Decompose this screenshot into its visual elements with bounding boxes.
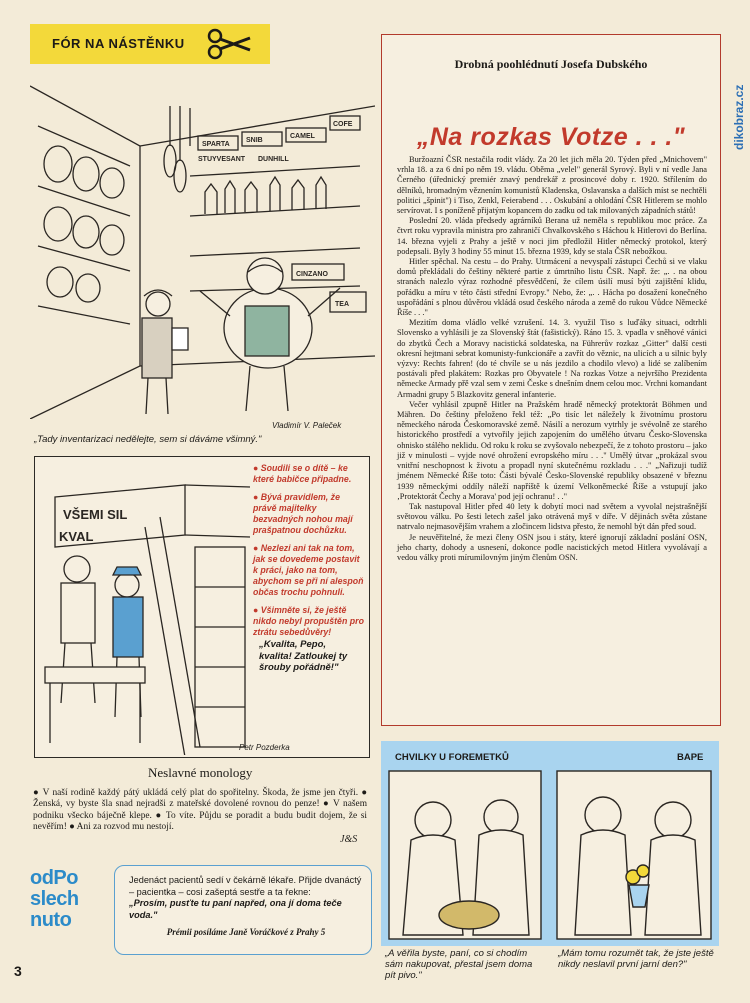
odposlechnuto-intro: Jedenáct pacientů sedí v čekárně lékaře. Přijde dvanáctý – pacientka – cosi zašeptá sestře a ta řekne: bbox=[129, 875, 362, 897]
chvilky-comic bbox=[381, 741, 719, 946]
cartoon2-quote: „Kvalita, Pepo, kvalita! Zatloukej ty šrouby pořádně!" bbox=[259, 639, 348, 673]
site-logo[interactable] bbox=[728, 6, 748, 156]
cartoon-shop-illustration bbox=[30, 66, 375, 419]
cartoon-workshop-box bbox=[34, 456, 370, 758]
monologues-text: ● V naší rodině každý pátý ukládá celý plat do spořitelny. Škoda, že jsme jen čtyři. ● Ženská, vy byste šla snad nejradši z mateřské dovolené rovnou do penze! ● V našem podniku všecko báječně klepe. ● To víte. Půjdu se poradit a budu budit dojem, že si nevěřím! ● Ani za rozvod mu nestojí. bbox=[33, 788, 367, 832]
cartoon1-caption: „Tady inventarizaci nedělejte, sem si dáváme všimný." bbox=[34, 434, 262, 445]
bullet-icon: ● bbox=[253, 543, 261, 553]
article-paragraph: Mezitím doma vládlo velké vzrušení. 14. 3. využil Tiso s luďáky situaci, odtrhli Slovensko a vyhlásili je za Slovenský štát (fašistický). Ráno 15. 3. vpadla v sněhové vánici do zbytků Čech a Moravy nacistická soldateska, na Führerův rozkaz „Gitter" další cesti okresní hejtmani sebrat komunisty-funkcionáře a zavřít do věznic, na ulicích a u silnic byly výzvy: Rechts fahren! (do té chvíle se u nás jezdilo a chodilo vlevo) a lidé se zalíbením postávali před plakátem: Rozkas pro Obyvatele ! Na rozkas Votze a nejvršího Prezidenta německe Armady přě vzal sem v zemi Česke s dnešním dnem celou moc. Vrchni komandant Armadni grupy 5 Blazkovitz general infanterie. bbox=[397, 318, 707, 399]
article-title: „Na rozkas Votze . . ." bbox=[416, 123, 686, 151]
bullet-icon: ● bbox=[253, 492, 261, 502]
bullet-icon: ● bbox=[253, 605, 261, 615]
header-banner bbox=[30, 24, 270, 64]
article-body bbox=[397, 155, 707, 563]
chvilky-label: CHVILKY U FOREMETKŮ bbox=[395, 752, 509, 763]
article-kicker: Drobná poohlédnutí Josefa Dubského bbox=[454, 57, 648, 71]
chvilky-author: BAPE bbox=[677, 752, 704, 763]
article-paragraph: Je neuvěřitelné, že mezi členy OSN jsou i státy, které ignorují základní poslání OSN, jeho charty, dohody a usnesení, dokonce podle nacistických metod Hitlera vyvolávají a vedou války proti mírumilovným jiným členům OSN. bbox=[397, 532, 707, 562]
tip-item: ● Nezlezi ani tak na tom, jak se dovedeme postavit k práci, jako na tom, abychom se při ní alespoň občas trochu pohnuli. bbox=[253, 543, 364, 597]
chvilky-caption-2: „Mám tomu rozumět tak, že jste ještě nikdy neslavil první jarní den?" bbox=[558, 948, 714, 970]
cartoon2-artist: Petr Pozderka bbox=[239, 743, 290, 752]
shop-drawing bbox=[30, 66, 375, 419]
tip-item: ● Soudili se o dítě – ke které babičce připadne. bbox=[253, 463, 352, 484]
tip-item: ● Bývá pravidlem, že právě majitelky bezvadných nohou mají prašpatnou dochůzku. bbox=[253, 492, 353, 535]
header-title: FÓR NA NÁSTĚNKU bbox=[52, 36, 185, 51]
shop-sign-text: COFE bbox=[333, 121, 353, 128]
article-paragraph: Buržoazní ČSR nestačila rodit vlády. Za 20 let jich měla 20. Týden před „Mnichovem" vrhla 18. a za 6 dní po něm 19. vládu. Oběma „velel" generál Syrový. Byli v ní vedle Jana Černého (úřednický premiér znavý pendrekář z prosincové doby r. 1920. Střílením do dělníků, hromadným věznením komunistů Kladenska, Oslavanska a dalších míst se nechtěli politici „špinit") i Tiso, Zenkl, Feierabend . . . Oskubání a ohlodání ČSR Hitlerem se mohlo servírovat. I s poníženě přijatým kopancem do zadku od tak milovaných západních států! bbox=[397, 155, 707, 216]
shop-sign-text: STUYVESANT bbox=[198, 156, 246, 163]
scissors-icon bbox=[206, 28, 252, 60]
workshop-sign-text: VŠEMI SIL bbox=[63, 507, 128, 522]
workshop-sign-text: KVAL bbox=[59, 529, 94, 544]
page-number: 3 bbox=[14, 963, 22, 979]
article-paragraph: Poslední 20. vláda předsedy agrárníků Berana už neměla s republikou moc práce. Za čtvrt roku vypravila ministra pro zahraničí Chvalkovského s Háchou k Hitlerovi do Berlína. 14. března vyjeli z Prahy a ještě v noci jim předložil Hitler německý protokol, který podepsali. Byly 3 hodiny 55 minut 15. března 1939, kdy se stala ČSR nebožkou. bbox=[397, 216, 707, 256]
odposlechnuto-prize: Prémii posíláme Janě Voráčkové z Prahy 5 bbox=[166, 927, 326, 937]
monologues-signature: J&S bbox=[340, 834, 358, 845]
odposlechnuto-quote: „Prosím, pusťte tu paní napřed, ona jí doma teče voda." bbox=[129, 898, 342, 920]
tip-item: ● Všimněte si, že ještě nikdo nebyl propuštěn pro ztrátu sebedůvěry! bbox=[253, 605, 364, 637]
shop-sign-text: CAMEL bbox=[290, 133, 315, 140]
odposlechnuto-logo: odPo slech nuto bbox=[30, 867, 79, 931]
workshop-drawing bbox=[35, 457, 255, 755]
tips-list bbox=[253, 463, 365, 645]
site-logo-text: dikobraz.cz bbox=[732, 84, 746, 150]
article-box bbox=[381, 34, 721, 726]
article-paragraph: Večer vyhlásil zpupně Hitler na Pražském hradě německý protektorát Böhmen und Mähren. Do češtiny přeloženo řekl též: „Po tisíc let náležely k životnímu prostoru německého národa Českomoravské země. Násilí a nerozum vytrhly je svévolně ze starého historického prostředí a vytvořily jejich zapojením do umělého útvaru Česko-Slovenska ohnisko stálého neklidu. Od roku k roku se zvyšovalo nebezpečí, že z tohoto prostoru – jako již v minulosti – vyjde nové ohrožení evropského míru . . ." Umělý útvar „prokázal svou vnitřní neschopnost k životu a propadl nyní skutečnému rozkladu . . ." „Nařizuji tudíž jménem Německé Říše toto: Části bývalé Česko-Slovenské republiky obsazené v březnu 1939 německými oddíly náleží napříště k území Velkoněmecké Říše a vstupují jako ‚Protektorát Čechy a Morava' pod její ochranu! . ." bbox=[397, 399, 707, 501]
article-paragraph: Hitler spěchal. Na cestu – do Prahy. Utrmácení a nevyspalí zástupci Čechů si ve vlaku domů překládali do češtiny některé partie z úmrtního listu ČSR. Např. že: „. . na obou stranách nalezlo výraz rozhodné přesvědčení, že cílem úsilí musí býti zajištění klidu, pořádku a míru v této části střední Evropy." Nebo, že: „. . Hácha po dosažení konečného uspořádání s plnou důvěrou vkládá osud českého národa a země do rukou Vůdce Německé Říše . . ." bbox=[397, 257, 707, 318]
shop-sign-text: DUNHILL bbox=[258, 156, 289, 163]
shop-sign-text: SNIB bbox=[246, 137, 263, 144]
cartoon1-artist: Vladimír V. Paleček bbox=[272, 421, 342, 430]
chvilky-caption-1: „A věřila byste, paní, co si chodím sám nakupovat, přestal jsem doma pít pivo." bbox=[385, 948, 533, 981]
monologues-title: Neslavné monology bbox=[148, 765, 253, 780]
odposlechnuto-box bbox=[114, 865, 372, 955]
chvilky-drawing bbox=[381, 765, 719, 945]
bullet-icon: ● bbox=[253, 463, 261, 473]
article-paragraph: Tak nastupoval Hitler před 40 lety k dobytí moci nad světem a vyvolal nejstrašnější světovou válku. Po šesti letech zašel jako otrávená myš v díře. V dějinách světa zůstane natrvalo nejmasovějším vrahem a zločincem lidstva přesto, že nemohl být dán před soud. bbox=[397, 501, 707, 532]
shop-sign-text: CINZANO bbox=[296, 271, 328, 278]
shop-sign-text: SPARTA bbox=[202, 141, 230, 148]
shop-sign-text: TEA bbox=[335, 301, 349, 308]
